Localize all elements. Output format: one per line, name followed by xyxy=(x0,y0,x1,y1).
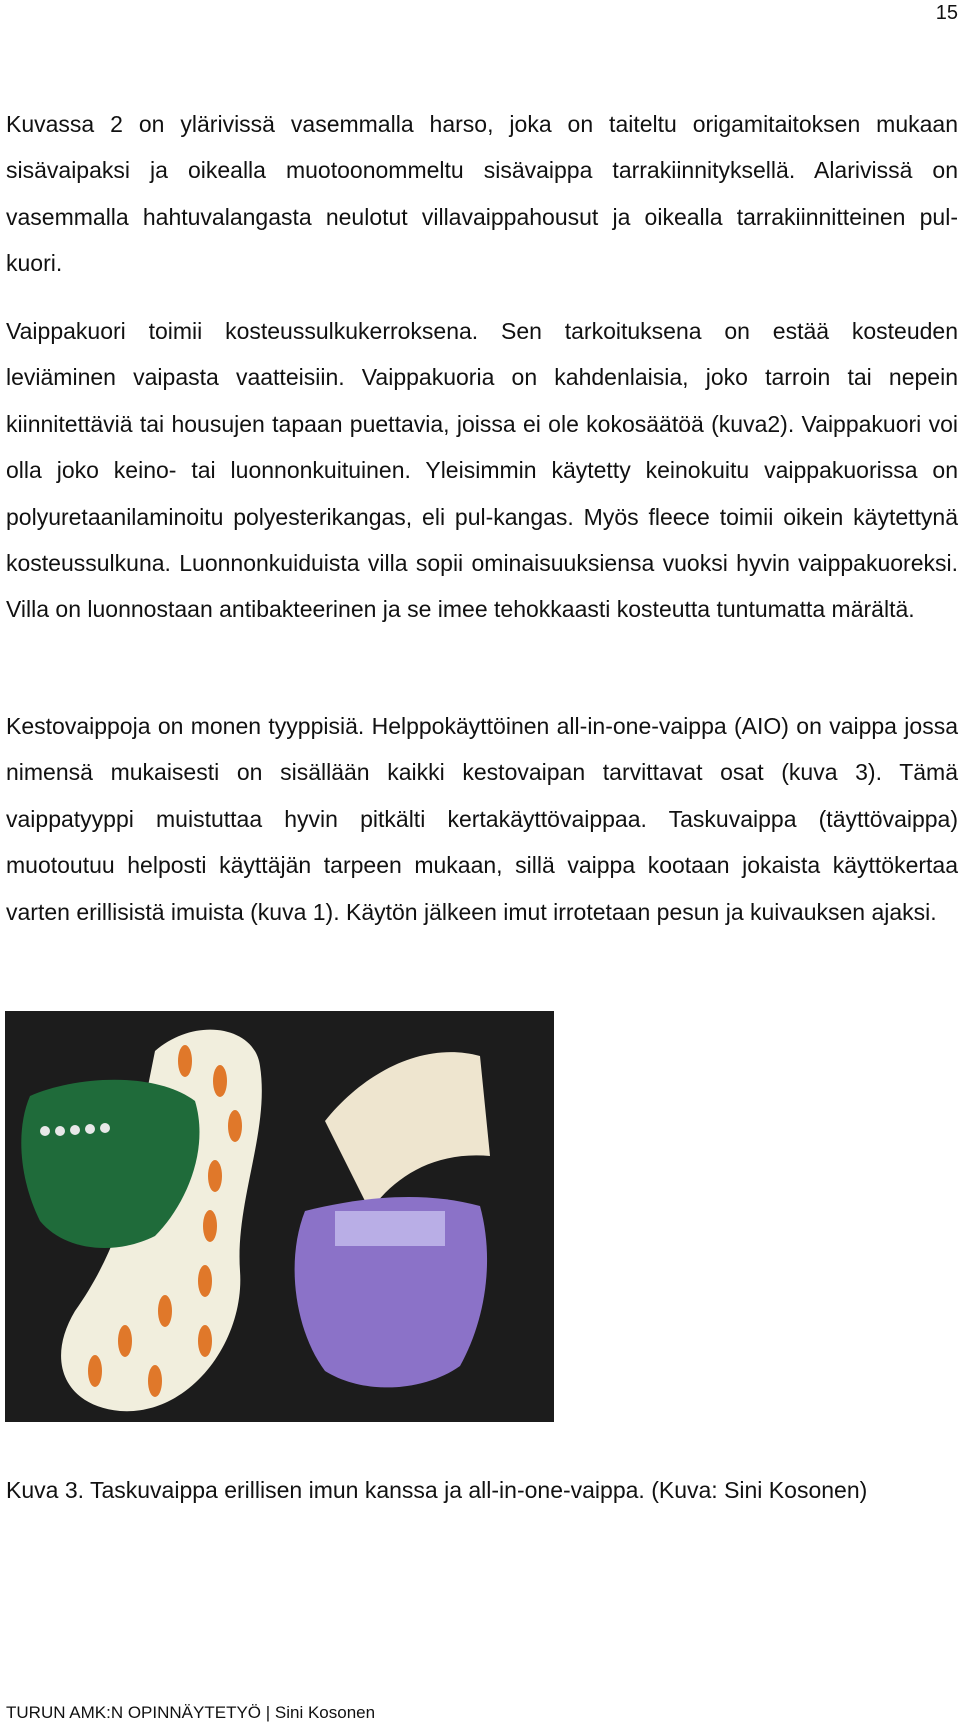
paragraph-1: Kuvassa 2 on ylärivissä vasemmalla harso, joka on taiteltu origamitaitoksen mukaan sisävaipaksi ja oikealla muotoonommeltu sisävaippa tarrakiinnityksellä. Alarivissä on vasemmalla hahtuvalangasta neulotut villavaippahousut ja oikealla tarrakiinnitteinen pul-kuori. xyxy=(6,111,958,277)
page-number: 15 xyxy=(935,2,958,24)
figure-caption: Kuva 3. Taskuvaippa erillisen imun kanssa ja all-in-one-vaippa. (Kuva: Sini Kosonen) xyxy=(6,1477,868,1503)
paragraph-3: Kestovaippoja on monen tyyppisiä. Helppokäyttöinen all-in-one-vaippa (AIO) on vaippa jossa nimensä mukaisesti on sisällään kaikki kestovaipan tarvittavat osat (kuva 3). Tämä vaippatyyppi muistuttaa hyvin pitkälti kertakäyttövaippaa. Taskuvaippa (täyttövaippa) muotoutuu helposti käyttäjän tarpeen mukaan, sillä vaippa kootaan jokaista käyttökertaa varten erillisistä imuista (kuva 1). Käytön jälkeen imut irrotetaan pesun ja kuivauksen ajaksi. xyxy=(6,713,958,925)
photo-illustration xyxy=(5,1011,554,1422)
page-footer: TURUN AMK:N OPINNÄYTETYÖ | Sini Kosonen xyxy=(6,1703,376,1722)
velcro-tab xyxy=(335,1211,445,1246)
photo-cloth-diapers xyxy=(5,1011,554,1422)
paragraph-2: Vaippakuori toimii kosteussulkukerroksena. Sen tarkoituksena on estää kosteuden leviäminen vaipasta vaatteisiin. Vaippakuoria on kahdenlaisia, joko tarroin tai nepein kiinnitettäviä tai housujen tapaan puettavia, joissa ei ole kokosäätöä (kuva2). Vaippakuori voi olla joko keino- tai luonnonkuituinen. Yleisimmin käytetty keinokuitu vaippakuorissa on polyuretaanilaminoitu polyesterikangas, eli pul-kangas. Myös fleece toimii oikein käytettynä kosteussulkuna. Luonnonkuiduista villa sopii ominaisuuksiensa vuoksi hyvin vaippakuoreksi. Villa on luonnostaan antibakteerinen ja se imee tehokkaasti kosteutta tuntumatta märältä. xyxy=(6,318,958,623)
